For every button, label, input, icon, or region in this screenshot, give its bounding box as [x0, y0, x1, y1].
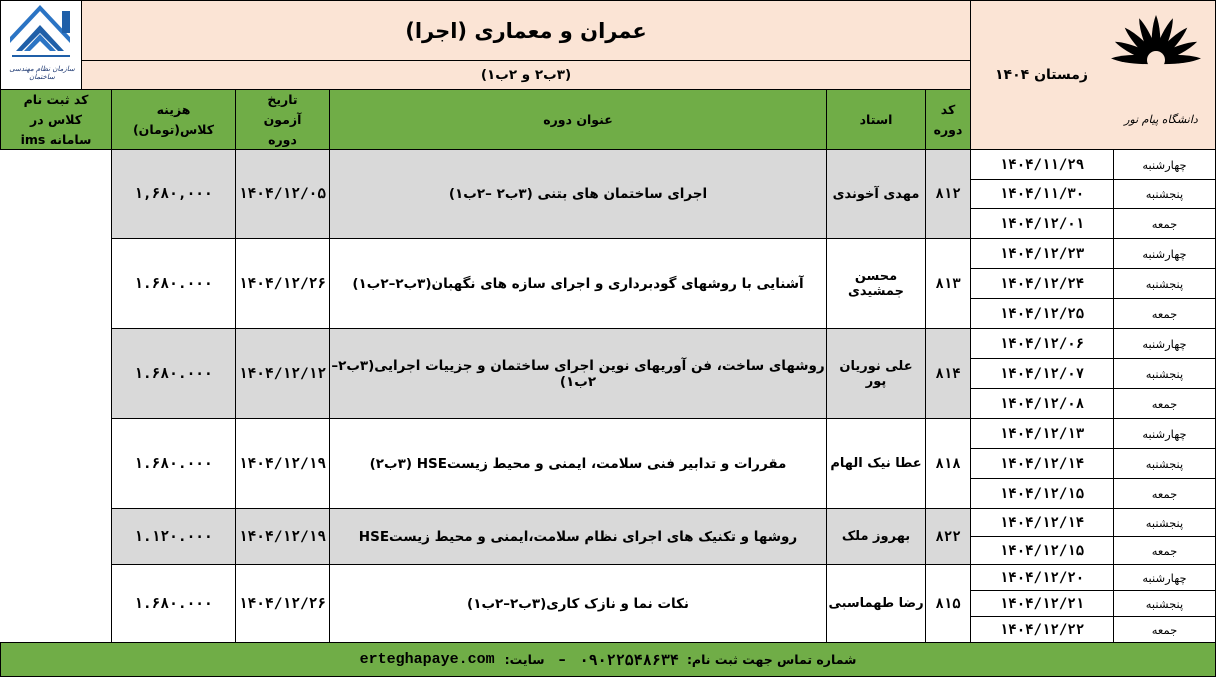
col-header-ims: کد ثبت نام کلاس در سامانه ims [0, 89, 112, 150]
footer-bar [0, 642, 1216, 677]
col-header-fee [111, 89, 236, 150]
course-instructor-text: رضا طهماسبی [828, 596, 924, 611]
session-day [1113, 328, 1216, 359]
session-day [1113, 268, 1216, 299]
course-code [925, 238, 971, 329]
session-day [1113, 508, 1216, 537]
course-exam-date [235, 328, 330, 419]
session-day-text: پنجشنبه [1145, 515, 1184, 530]
session-day-text: پنجشنبه [1145, 187, 1184, 201]
session-date-text: ۱۴۰۴/۱۲/۱۴ [999, 455, 1085, 472]
subtitle-box [81, 60, 971, 90]
session-day [1113, 616, 1216, 643]
course-fee-text: ۱.۶۸۰.۰۰۰ [134, 275, 213, 292]
session-date [970, 149, 1114, 180]
course-fee-text: ۱,۶۸۰,۰۰۰ [134, 186, 213, 202]
course-instructor-text: علی نوریان پور [839, 358, 913, 389]
session-date [970, 268, 1114, 299]
session-day [1113, 536, 1216, 565]
session-day [1113, 418, 1216, 449]
session-date [970, 238, 1114, 269]
session-day [1113, 590, 1216, 617]
course-fee-text: ۱.۶۸۰.۰۰۰ [134, 595, 213, 612]
course-exam-date-text: ۱۴۰۴/۱۲/۰۵ [238, 186, 327, 202]
course-title [329, 328, 827, 419]
course-title [329, 149, 827, 239]
session-day-text: جمعه [1151, 216, 1178, 231]
session-date [970, 564, 1114, 591]
course-fee-text: ۱.۶۸۰.۰۰۰ [134, 365, 213, 382]
session-date [970, 590, 1114, 617]
session-date-text: ۱۴۰۴/۱۲/۰۷ [999, 365, 1085, 382]
session-date-text: ۱۴۰۴/۱۲/۲۳ [999, 245, 1085, 262]
course-exam-date [235, 418, 330, 509]
course-fee [111, 564, 236, 643]
course-code-text: ۸۱۸ [935, 455, 961, 472]
university-logo-icon [1106, 5, 1206, 105]
course-code-text: ۸۲۲ [935, 528, 961, 545]
session-date [970, 208, 1114, 239]
session-date [970, 298, 1114, 329]
session-date [970, 508, 1114, 537]
session-day-text: چهارشنبه [1142, 246, 1187, 261]
session-date-text: ۱۴۰۴/۱۱/۳۰ [999, 186, 1085, 202]
course-instructor [826, 418, 926, 509]
session-date-text: ۱۴۰۴/۱۲/۱۵ [999, 485, 1085, 502]
course-code-text: ۸۱۵ [935, 595, 961, 612]
course-title [329, 564, 827, 643]
col-header-exam: تاریخ آزمون دوره [235, 89, 330, 150]
session-day [1113, 448, 1216, 479]
session-date [970, 478, 1114, 509]
course-exam-date [235, 564, 330, 643]
session-day-text: پنجشنبه [1145, 596, 1184, 611]
course-code [925, 564, 971, 643]
col-header-fee-text: هزینه کلاس(تومان) [132, 101, 215, 137]
session-date [970, 448, 1114, 479]
session-day [1113, 478, 1216, 509]
course-fee-text: ۱.۶۸۰.۰۰۰ [134, 455, 213, 472]
session-day-text: جمعه [1151, 396, 1178, 411]
session-day [1113, 298, 1216, 329]
term-box [970, 0, 1216, 150]
session-day-text: چهارشنبه [1142, 336, 1187, 351]
course-title-text: آشنایی با روشهای گودبرداری و اجرای سازه های نگهبان(۳ب۲–۲ب۱) [352, 275, 804, 292]
contact-label: شماره تماس جهت ثبت نام: [686, 652, 857, 667]
session-date-text: ۱۴۰۴/۱۲/۱۳ [999, 425, 1085, 442]
course-exam-date-text: ۱۴۰۴/۱۲/۲۶ [238, 595, 327, 612]
session-day [1113, 388, 1216, 419]
course-exam-date-text: ۱۴۰۴/۱۲/۱۹ [238, 528, 327, 545]
session-date-text: ۱۴۰۴/۱۲/۱۴ [999, 514, 1085, 531]
course-instructor-text: عطا نیک الهام [830, 456, 922, 471]
session-date-text: ۱۴۰۴/۱۲/۲۵ [999, 305, 1085, 322]
term-label: زمستان ۱۴۰۴ [995, 67, 1088, 83]
session-day-text: جمعه [1151, 622, 1178, 637]
session-date [970, 418, 1114, 449]
session-date-text: ۱۴۰۴/۱۱/۲۹ [999, 156, 1085, 173]
session-date-text: ۱۴۰۴/۱۲/۲۴ [999, 275, 1085, 292]
course-title [329, 508, 827, 565]
page-title: عمران و معماری (اجرا) [405, 18, 647, 43]
course-instructor-text: محسن جمشیدی [847, 268, 905, 299]
course-fee [111, 508, 236, 565]
course-fee [111, 328, 236, 419]
course-title-text: اجرای ساختمان های بتنی (۳ب۲ –۲ب۱) [448, 186, 708, 202]
course-title [329, 238, 827, 329]
page-subtitle: (۳ب۲ و ۲ب۱) [480, 67, 572, 83]
org-logo-text: سازمان نظام مهندسی ساختمان [9, 65, 75, 81]
contact-phone[interactable]: ۰۹۰۲۲۵۴۸۶۳۴ [579, 650, 679, 669]
session-date-text: ۱۴۰۴/۱۲/۱۵ [999, 542, 1085, 559]
org-logo-icon [2, 3, 82, 65]
course-code [925, 149, 971, 239]
website-link[interactable]: erteghapaye.com [359, 651, 495, 668]
session-day [1113, 149, 1216, 180]
course-instructor [826, 149, 926, 239]
university-logo-text: دانشگاه پیام نور [1124, 113, 1198, 126]
course-title-text: روشها و تکنیک های اجرای نظام سلامت،ایمنی و محیط زیستHSE [358, 528, 798, 545]
col-header-code: کد دوره [925, 89, 971, 150]
course-exam-date-text: ۱۴۰۴/۱۲/۱۲ [238, 365, 327, 382]
session-date-text: ۱۴۰۴/۱۲/۰۱ [999, 215, 1085, 232]
title-box [81, 0, 971, 61]
course-instructor [826, 564, 926, 643]
session-day-text: جمعه [1151, 306, 1178, 321]
session-day-text: پنجشنبه [1145, 456, 1184, 471]
session-day [1113, 238, 1216, 269]
session-day [1113, 208, 1216, 239]
session-date [970, 328, 1114, 359]
session-date [970, 179, 1114, 209]
course-fee-text: ۱.۱۲۰.۰۰۰ [134, 528, 213, 545]
course-code-text: ۸۱۴ [935, 365, 961, 382]
course-instructor [826, 328, 926, 419]
course-title [329, 418, 827, 509]
session-day [1113, 358, 1216, 389]
session-day-text: چهارشنبه [1142, 570, 1187, 585]
session-date-text: ۱۴۰۴/۱۲/۰۸ [999, 395, 1085, 412]
course-instructor-text: مهدی آخوندی [832, 186, 920, 202]
course-title-text: نکات نما و نازک کاری(۳ب۲–۲ب۱) [467, 595, 689, 612]
course-exam-date-text: ۱۴۰۴/۱۲/۲۶ [238, 275, 327, 292]
session-day-text: چهارشنبه [1142, 157, 1187, 172]
session-date [970, 536, 1114, 565]
course-code [925, 418, 971, 509]
course-instructor [826, 508, 926, 565]
session-date [970, 616, 1114, 643]
col-header-title: عنوان دوره [329, 89, 827, 150]
col-header-instructor: استاد [826, 89, 926, 150]
course-title-text: مقررات و تدابیر فنی سلامت، ایمنی و محیط زیستHSE (۳ب۲) [369, 455, 787, 472]
course-exam-date [235, 508, 330, 565]
course-instructor-text: بهروز ملک [841, 529, 911, 544]
session-day-text: جمعه [1151, 543, 1178, 558]
course-exam-date-text: ۱۴۰۴/۱۲/۱۹ [238, 455, 327, 472]
course-fee [111, 149, 236, 239]
course-fee [111, 418, 236, 509]
footer-separator: – [558, 651, 566, 668]
session-date [970, 388, 1114, 419]
session-day-text: جمعه [1151, 486, 1178, 501]
org-logo-box [0, 0, 82, 90]
session-date-text: ۱۴۰۴/۱۲/۲۰ [999, 569, 1085, 586]
course-exam-date [235, 238, 330, 329]
course-code [925, 328, 971, 419]
session-day [1113, 564, 1216, 591]
course-exam-date [235, 149, 330, 239]
course-instructor [826, 238, 926, 329]
course-code-text: ۸۱۲ [935, 186, 961, 202]
session-day [1113, 179, 1216, 209]
site-label: سایت: [504, 652, 545, 667]
course-title-text: روشهای ساخت، فن آوریهای نوین اجرای ساختمان و جزییات اجرایی(۳ب۲–۲ب۱) [331, 357, 825, 390]
session-day-text: چهارشنبه [1142, 426, 1187, 441]
session-date [970, 358, 1114, 389]
session-day-text: پنجشنبه [1145, 366, 1184, 381]
session-date-text: ۱۴۰۴/۱۲/۲۱ [999, 595, 1085, 612]
session-date-text: ۱۴۰۴/۱۲/۲۲ [999, 621, 1085, 638]
course-code [925, 508, 971, 565]
session-day-text: پنجشنبه [1145, 276, 1184, 291]
course-code-text: ۸۱۳ [935, 275, 961, 292]
session-date-text: ۱۴۰۴/۱۲/۰۶ [999, 335, 1085, 352]
course-fee [111, 238, 236, 329]
